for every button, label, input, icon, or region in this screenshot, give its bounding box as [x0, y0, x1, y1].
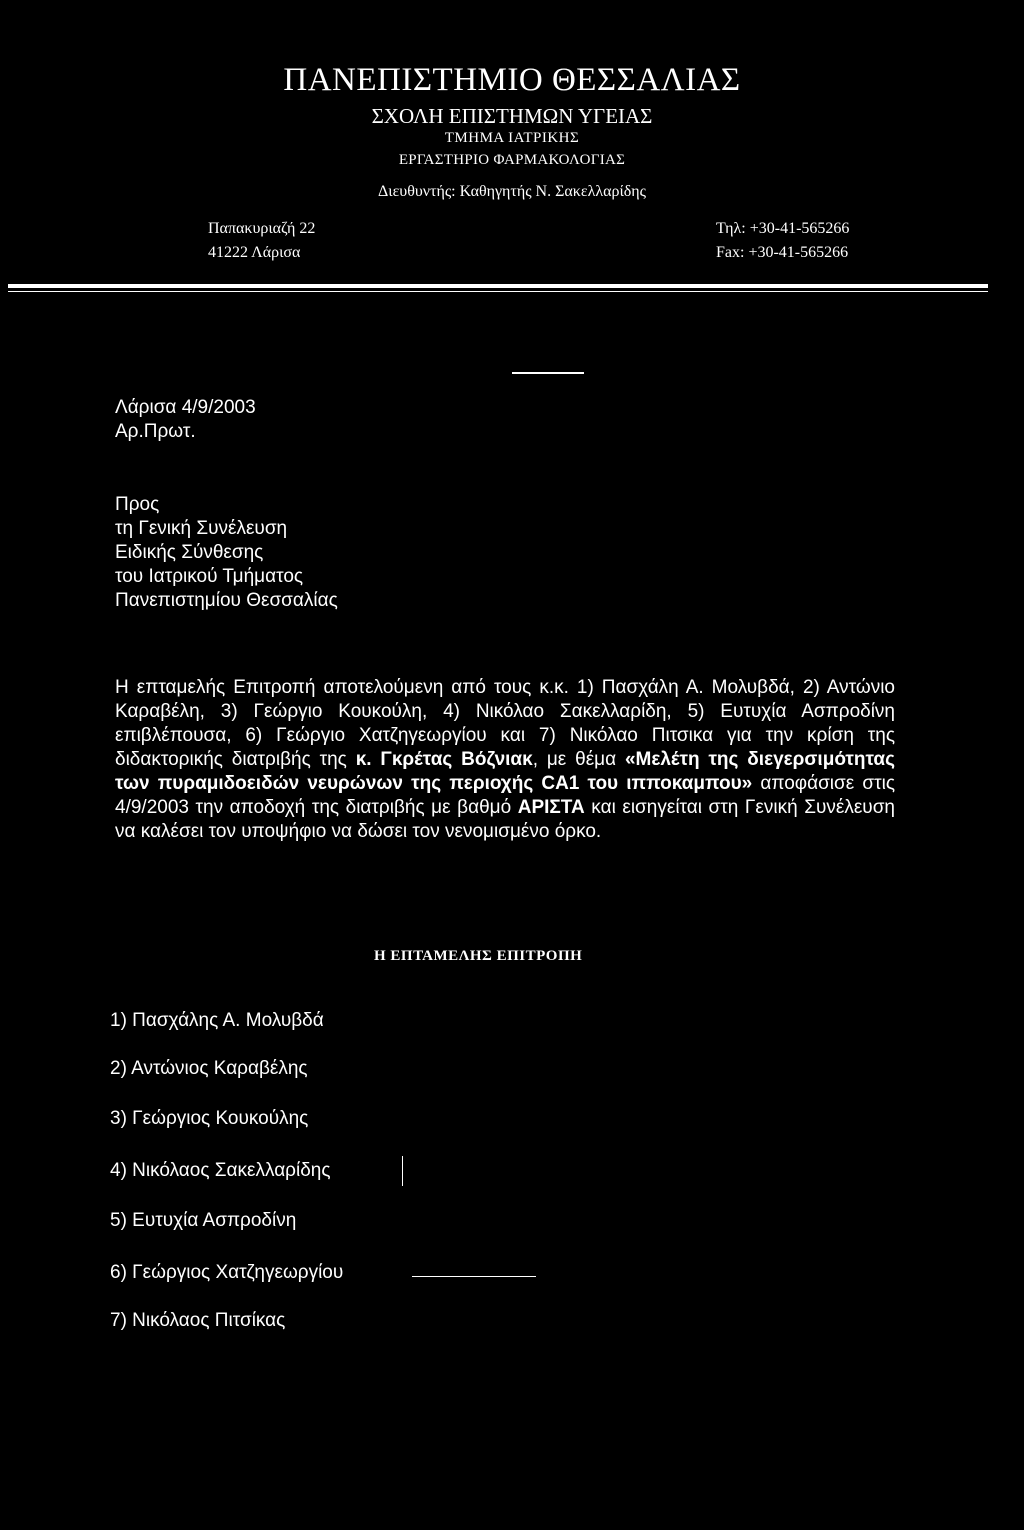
signature-line [412, 1276, 536, 1277]
signature-mark [402, 1156, 403, 1186]
protocol-number: Αρ.Πρωτ. [115, 421, 196, 442]
body-text: , με θέμα [532, 749, 625, 770]
committee-member: 3) Γεώργιος Κουκούλης [110, 1108, 309, 1129]
committee-heading: Η ΕΠΤΑΜΕΛΗΣ ΕΠΙΤΡΟΠΗ [374, 948, 583, 964]
recipient-line: Προς [115, 494, 160, 515]
committee-member: 7) Νικόλαος Πιτσίκας [110, 1310, 286, 1331]
mark-line [512, 372, 584, 374]
phone-number: Τηλ: +30-41-565266 [716, 220, 850, 237]
body-text: αποφάσισε στις 4/9/2003 την αποδοχή της διατριβής με βαθμό [115, 773, 895, 818]
recipient-line: τη Γενική Συνέλευση [115, 518, 288, 539]
recipient-line: του Ιατρικού Τμήματος [115, 566, 304, 587]
committee-member: 4) Νικόλαος Σακελλαρίδης [110, 1160, 331, 1181]
address-street: Παπακυριαζή 22 [208, 220, 316, 237]
header-divider-thin [8, 291, 988, 292]
committee-member: 5) Ευτυχία Ασπροδίνη [110, 1210, 297, 1231]
fax-number: Fax: +30-41-565266 [716, 244, 849, 261]
address-city: 41222 Λάρισα [208, 244, 301, 261]
school-name: ΣΧΟΛΗ ΕΠΙΣΤΗΜΩΝ ΥΓΕΙΑΣ [371, 104, 653, 128]
decision-paragraph [115, 676, 895, 844]
committee-member: 1) Πασχάλης Α. Μολυβδά [110, 1010, 324, 1031]
lab-name: ΕΡΓΑΣΤΗΡΙΟ ΦΑΡΜΑΚΟΛΟΓΙΑΣ [398, 152, 626, 168]
recipient-line: Πανεπιστημίου Θεσσαλίας [115, 590, 338, 611]
university-name: ΠΑΝΕΠΙΣΤΗΜΙΟ ΘΕΣΣΑΛΙΑΣ [283, 62, 741, 98]
document-date: Λάρισα 4/9/2003 [115, 397, 256, 418]
body-text: και εισηγείται στη Γενική Συνέλευση να καλέσει τον υποψήφιο να δώσει τον νενομισμένο όρκο. [115, 797, 895, 842]
recipient-line: Ειδικής Σύνθεσης [115, 542, 264, 563]
committee-member: 6) Γεώργιος Χατζηγεωργίου [110, 1262, 344, 1283]
body-text: Η επταμελής Επιτροπή αποτελούμενη από τους κ.κ. 1) Πασχάλη Α. Μολυβδά, 2) Αντώνιο Καραβέλη, 3) Γεώργιο Κουκούλη, 4) Νικόλαο Σακελλαρίδη, 5) Ευτυχία Ασπροδίνη επιβλέπουσα, 6) Γεώργιο Χατζηγεωργίου και 7) Νικόλαο Πιτσικα για την κρίση της διδακτορικής διατριβής της [115, 677, 895, 770]
thesis-title: «Μελέτη της διεγερσιμότητας των πυραμιδοειδών νευρώνων της περιοχής CA1 του ιπποκαμπου» [115, 749, 895, 794]
director-line: Διευθυντής: Καθηγητής Ν. Σακελλαρίδης [377, 183, 647, 200]
candidate-name: κ. Γκρέτας Βόζνιακ [355, 749, 533, 770]
committee-member: 2) Αντώνιος Καραβέλης [110, 1058, 308, 1079]
header-divider-thick [8, 284, 988, 288]
grade: ΑΡΙΣΤΑ [517, 797, 585, 818]
department-name: ΤΜΗΜΑ ΙΑΤΡΙΚΗΣ [444, 130, 580, 146]
